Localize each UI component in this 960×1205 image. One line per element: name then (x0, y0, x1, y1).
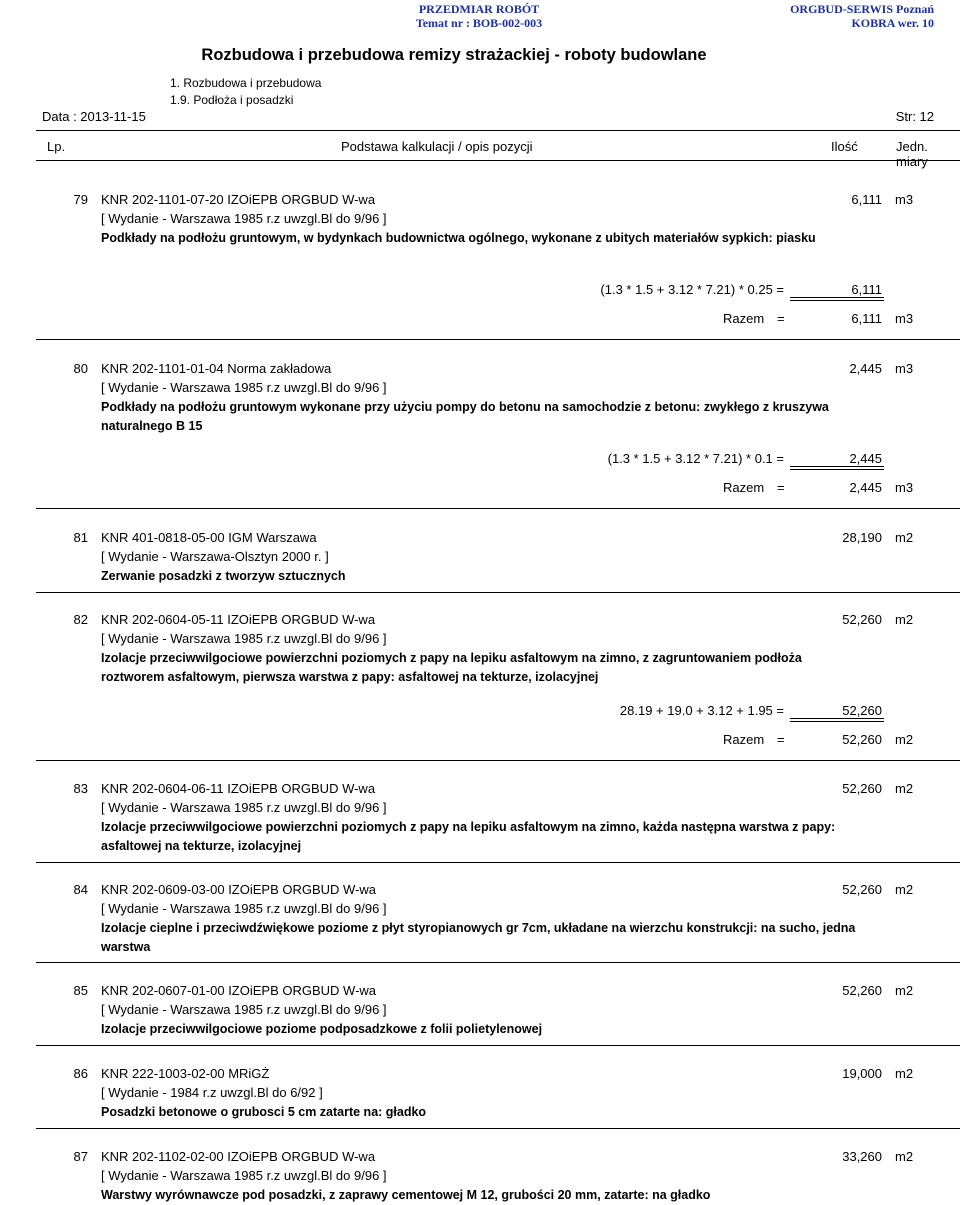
item-quantity: 52,260 (842, 882, 882, 897)
item-number: 85 (73, 983, 88, 998)
double-underline (790, 297, 884, 301)
total-unit: m2 (895, 732, 914, 747)
document-date: Data : 2013-11-15 (42, 109, 146, 124)
item-quantity: 52,260 (842, 612, 882, 627)
item-edition: [ Wydanie - Warszawa 1985 r.z uwzgl.Bl do 9/96 ] (101, 901, 387, 916)
item-basis-code: KNR 202-1101-07-20 IZOiEPB ORGBUD W-wa (101, 192, 376, 207)
project-title: Rozbudowa i przebudowa remizy strażackiej - roboty budowlane (201, 46, 707, 64)
item-separator (36, 1128, 960, 1129)
item-basis-code: KNR 202-1101-01-04 Norma zakładowa (101, 361, 332, 376)
item-number: 82 (73, 612, 88, 627)
total-unit: m3 (895, 311, 914, 326)
item-unit: m2 (895, 612, 914, 627)
item-basis-code: KNR 401-0818-05-00 IGM Warszawa (101, 530, 317, 545)
item-description: Izolacje cieplne i przeciwdźwiękowe poziome z płyt styropianowych gr 7cm, układane na wierzchu konstrukcji: na sucho, jedna warstwa (101, 921, 856, 954)
item-number: 83 (73, 781, 88, 796)
calculation-expression: 28.19 + 19.0 + 3.12 + 1.95 = (619, 703, 784, 718)
column-header-lp: Lp. (47, 139, 66, 154)
item-unit: m2 (895, 530, 914, 545)
column-header-quantity: Ilość (831, 139, 858, 154)
item-quantity: 2,445 (849, 361, 882, 376)
item-description: Podkłady na podłożu gruntowym wykonane przy użyciu pompy do betonu na samochodzie z betonu: zwykłego z kruszywa naturalnego B 15 (101, 400, 829, 433)
item-description: Zerwanie posadzki z tworzyw sztucznych (101, 569, 346, 583)
item-description: Warstwy wyrównawcze pod posadzki, z zaprawy cementowej M 12, grubości 20 mm, zatarte: na gładko (101, 1188, 711, 1202)
item-separator (36, 1045, 960, 1046)
item-unit: m2 (895, 1066, 914, 1081)
total-label: Razem (723, 732, 765, 747)
item-edition: [ Wydanie - Warszawa 1985 r.z uwzgl.Bl do 9/96 ] (101, 1002, 387, 1017)
item-separator (36, 592, 960, 593)
total-equals: = (777, 480, 785, 495)
item-basis-code: KNR 202-0607-01-00 IZOiEPB ORGBUD W-wa (101, 983, 377, 998)
calculation-expression: (1.3 * 1.5 + 3.12 * 7.21) * 0.25 = (600, 282, 784, 297)
item-separator (36, 962, 960, 963)
item-description: Izolacje przeciwwilgociowe powierzchni poziomych z papy na lepiku asfaltowym na zimno, każda następna warstwa z papy: asfaltowej na tekturze, izolacyjnej (101, 820, 836, 853)
item-unit: m2 (895, 983, 914, 998)
item-basis-code: KNR 202-0609-03-00 IZOiEPB ORGBUD W-wa (101, 882, 377, 897)
item-unit: m3 (895, 361, 914, 376)
topic-number: Temat nr : BOB-002-003 (415, 16, 543, 30)
column-header-description: Podstawa kalkulacji / opis pozycji (341, 139, 533, 154)
item-number: 87 (73, 1149, 88, 1164)
total-label: Razem (723, 480, 765, 495)
item-unit: m2 (895, 882, 914, 897)
item-quantity: 52,260 (842, 983, 882, 998)
calculation-result: 2,445 (849, 451, 882, 466)
calculation-expression: (1.3 * 1.5 + 3.12 * 7.21) * 0.1 = (607, 451, 784, 466)
item-basis-code: KNR 202-0604-05-11 IZOiEPB ORGBUD W-wa (101, 612, 376, 627)
item-description: Posadzki betonowe o grubosci 5 cm zatarte na: gładko (101, 1105, 427, 1119)
item-edition: [ Wydanie - 1984 r.z uwzgl.Bl do 6/92 ] (101, 1085, 323, 1100)
item-number: 80 (73, 361, 88, 376)
calculation-result: 52,260 (842, 703, 882, 718)
header-rule-top (36, 130, 960, 131)
item-separator (36, 862, 960, 863)
item-description: Izolacje przeciwwilgociowe powierzchni poziomych z papy na lepiku asfaltowym na zimno, z zagruntowaniem podłoża roztworem asfaltowym, pierwsza warstwa z papy: asfaltowej na tekturze, izolacyjnej (101, 651, 802, 684)
double-underline (790, 718, 884, 722)
item-edition: [ Wydanie - Warszawa 1985 r.z uwzgl.Bl do 9/96 ] (101, 631, 387, 646)
total-value: 6,111 (851, 311, 882, 326)
total-value: 2,445 (849, 480, 882, 495)
total-value: 52,260 (842, 732, 882, 747)
item-unit: m3 (895, 192, 914, 207)
document-type-header (414, 2, 544, 30)
double-underline (790, 466, 884, 470)
document-type-title: PRZEDMIAR ROBÓT (418, 2, 540, 16)
item-number: 86 (73, 1066, 88, 1081)
item-number: 81 (73, 530, 88, 545)
page-number: Str: 12 (895, 109, 934, 124)
item-description: Izolacje przeciwwilgociowe poziome podposadzkowe z folii polietylenowej (101, 1022, 543, 1036)
column-header-unit: Jedn. miary (896, 139, 928, 169)
item-number: 79 (73, 192, 88, 207)
total-equals: = (777, 311, 785, 326)
item-edition: [ Wydanie - Warszawa 1985 r.z uwzgl.Bl do 9/96 ] (101, 800, 387, 815)
item-edition: [ Wydanie - Warszawa-Olsztyn 2000 r. ] (101, 549, 329, 564)
item-basis-code: KNR 202-0604-06-11 IZOiEPB ORGBUD W-wa (101, 781, 376, 796)
item-edition: [ Wydanie - Warszawa 1985 r.z uwzgl.Bl do 9/96 ] (101, 211, 387, 226)
total-label: Razem (723, 311, 765, 326)
software-info (790, 2, 934, 30)
item-basis-code: KNR 202-1102-02-00 IZOiEPB ORGBUD W-wa (101, 1149, 376, 1164)
subchapter-title: 1.9. Podłoża i posadzki (170, 93, 294, 107)
item-edition: [ Wydanie - Warszawa 1985 r.z uwzgl.Bl do 9/96 ] (101, 380, 387, 395)
company-name: ORGBUD-SERWIS Poznań (790, 2, 934, 16)
item-separator (36, 508, 960, 509)
item-description: Podkłady na podłożu gruntowym, w bydynkach budownictwa ogólnego, wykonane z ubitych materiałów sypkich: piasku (101, 231, 816, 245)
item-basis-code: KNR 222-1003-02-00 MRiGŻ (101, 1066, 270, 1081)
item-quantity: 52,260 (842, 781, 882, 796)
software-version: KOBRA wer. 10 (851, 16, 934, 30)
header-rule-bottom (36, 160, 960, 161)
item-unit: m2 (895, 1149, 914, 1164)
total-equals: = (777, 732, 785, 747)
item-number: 84 (73, 882, 88, 897)
item-quantity: 19,000 (842, 1066, 882, 1081)
item-quantity: 28,190 (842, 530, 882, 545)
total-unit: m3 (895, 480, 914, 495)
item-quantity: 33,260 (842, 1149, 882, 1164)
item-separator (36, 339, 960, 340)
chapter-title: 1. Rozbudowa i przebudowa (170, 76, 322, 90)
calculation-result: 6,111 (851, 282, 882, 297)
item-edition: [ Wydanie - Warszawa 1985 r.z uwzgl.Bl do 9/96 ] (101, 1168, 387, 1183)
item-separator (36, 760, 960, 761)
item-quantity: 6,111 (851, 192, 882, 207)
item-unit: m2 (895, 781, 914, 796)
